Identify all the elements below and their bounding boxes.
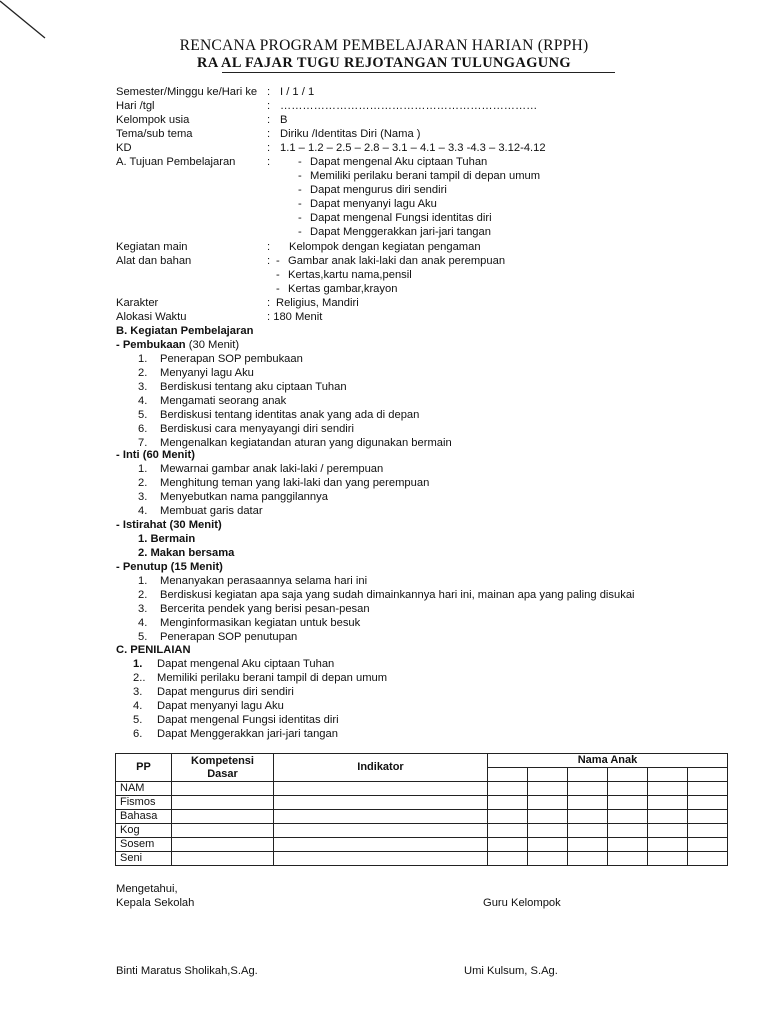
field-sep: : — [267, 255, 271, 267]
table-cell — [528, 824, 568, 838]
table-cell — [488, 796, 528, 810]
table-cell — [172, 824, 274, 838]
list-number: 4. — [138, 617, 148, 629]
table-cell — [528, 810, 568, 824]
list-number: 5. — [133, 714, 143, 726]
table-cell — [648, 838, 688, 852]
list-number: 2.. — [133, 672, 146, 684]
list-number: 7. — [138, 437, 148, 449]
table-cell — [172, 796, 274, 810]
list-number: 5. — [138, 409, 148, 421]
row-label: Seni — [116, 852, 172, 866]
section-heading: B. Kegiatan Pembelajaran — [116, 325, 254, 337]
field-label-semester: Semester/Minggu ke/Hari ke — [116, 86, 258, 98]
karakter-label: Karakter — [116, 297, 159, 309]
field-sep: : — [267, 100, 271, 112]
field-value-kelompok: B — [280, 114, 288, 126]
list-item: - Dapat mengenal Aku ciptaan Tuhan — [298, 156, 488, 168]
list-number: 1. — [138, 575, 148, 587]
table-row — [116, 852, 728, 866]
list-text: Dapat mengurus diri sendiri — [157, 686, 294, 698]
kegiatan-main-value: Kelompok dengan kegiatan pengaman — [289, 241, 481, 253]
table-cell — [568, 824, 608, 838]
list-number: 3. — [138, 603, 148, 615]
field-label-hari: Hari /tgl — [116, 100, 155, 112]
list-text: Dapat mengenal Aku ciptaan Tuhan — [157, 658, 335, 670]
list-number: 6. — [138, 423, 148, 435]
table-cell — [688, 768, 728, 782]
row-label: Fismos — [116, 796, 172, 810]
field-value-hari: …………………………………………………………… — [280, 100, 538, 112]
list-text: Mengenalkan kegiatandan aturan yang digunakan bermain — [160, 437, 452, 449]
table-cell — [648, 796, 688, 810]
table-cell — [528, 852, 568, 866]
list-text: Dapat mengenal Fungsi identitas diri — [157, 714, 339, 726]
table-cell — [688, 838, 728, 852]
list-number: 2. — [138, 367, 148, 379]
istirahat-heading: - Istirahat (30 Menit) — [116, 519, 222, 531]
list-text: Memiliki perilaku berani tampil di depan umum — [157, 672, 388, 684]
list-text: Menyebutkan nama panggilannya — [160, 491, 328, 503]
table-cell — [688, 796, 728, 810]
table-cell — [608, 824, 648, 838]
list-number: 1. — [133, 658, 143, 670]
list-text: Berdiskusi tentang aku ciptaan Tuhan — [160, 381, 347, 393]
table-cell — [608, 768, 648, 782]
list-number: 1. — [138, 463, 148, 475]
table-row — [116, 824, 728, 838]
table-row — [116, 796, 728, 810]
table-cell — [568, 810, 608, 824]
field-sep: : — [267, 86, 271, 98]
list-text: Menyanyi lagu Aku — [160, 367, 254, 379]
table-row — [116, 838, 728, 852]
table-cell — [488, 838, 528, 852]
table-cell — [648, 768, 688, 782]
field-sep: : — [267, 128, 271, 140]
pembukaan-heading: - Pembukaan (30 Menit) — [116, 339, 240, 351]
table-cell — [608, 810, 648, 824]
list-item: - Dapat Menggerakkan jari-jari tangan — [298, 226, 491, 238]
list-text: Dapat Menggerakkan jari-jari tangan — [157, 728, 338, 740]
header-nama-anak: Nama Anak — [488, 754, 728, 768]
list-text: Membuat garis datar — [160, 505, 263, 517]
mengetahui-label: Mengetahui, — [116, 883, 178, 895]
table-cell — [274, 782, 488, 796]
field-sep: : — [267, 297, 271, 309]
table-cell — [648, 810, 688, 824]
table-cell — [528, 768, 568, 782]
table-cell — [688, 852, 728, 866]
title-underline — [222, 72, 615, 73]
table-cell — [688, 810, 728, 824]
list-number: 3. — [133, 686, 143, 698]
kepala-sekolah-title: Kepala Sekolah — [116, 897, 195, 909]
field-value-semester: I / 1 / 1 — [280, 86, 315, 98]
inti-heading: - Inti (60 Menit) — [116, 449, 195, 461]
list-text: Penerapan SOP pembukaan — [160, 353, 303, 365]
list-item: - Dapat mengurus diri sendiri — [298, 184, 447, 196]
list-text: Mewarnai gambar anak laki-laki / perempuan — [160, 463, 384, 475]
list-number: 4. — [138, 395, 148, 407]
row-label: Sosem — [116, 838, 172, 852]
table-cell — [528, 796, 568, 810]
assessment-table — [115, 753, 728, 866]
table-cell — [274, 810, 488, 824]
field-sep: : — [267, 114, 271, 126]
alokasi-label: Alokasi Waktu — [116, 311, 187, 323]
list-number: 4. — [133, 700, 143, 712]
table-cell — [568, 796, 608, 810]
list-text: Berdiskusi tentang identitas anak yang ada di depan — [160, 409, 420, 421]
table-cell — [528, 782, 568, 796]
list-item: 1. Bermain — [138, 533, 196, 545]
row-label: NAM — [116, 782, 172, 796]
table-cell — [648, 824, 688, 838]
table-cell — [568, 838, 608, 852]
field-sep: : — [267, 142, 271, 154]
list-item: - Kertas,kartu nama,pensil — [276, 269, 412, 281]
list-item: 2. Makan bersama — [138, 547, 235, 559]
list-number: 3. — [138, 491, 148, 503]
kegiatan-main-label: Kegiatan main — [116, 241, 188, 253]
penutup-heading: - Penutup (15 Menit) — [116, 561, 223, 573]
field-value-tema: Diriku /Identitas Diri (Nama ) — [280, 128, 421, 140]
list-text: Bercerita pendek yang berisi pesan-pesan — [160, 603, 370, 615]
table-row — [116, 782, 728, 796]
field-label-tema: Tema/sub tema — [116, 128, 193, 140]
document-title: RENCANA PROGRAM PEMBELAJARAN HARIAN (RPPH) — [179, 37, 589, 54]
list-number: 3. — [138, 381, 148, 393]
table-cell — [488, 824, 528, 838]
list-number: 2. — [138, 477, 148, 489]
list-text: Penerapan SOP penutupan — [160, 631, 298, 643]
list-number: 4. — [138, 505, 148, 517]
list-item: - Gambar anak laki-laki dan anak perempuan — [276, 255, 506, 267]
list-item: - Memiliki perilaku berani tampil di depan umum — [298, 170, 541, 182]
guru-kelompok-title: Guru Kelompok — [483, 897, 561, 909]
table-cell — [568, 782, 608, 796]
list-text: Menanyakan perasaannya selama hari ini — [160, 575, 368, 587]
list-number: 1. — [138, 353, 148, 365]
list-text: Menginformasikan kegiatan untuk besuk — [160, 617, 361, 629]
table-cell — [488, 768, 528, 782]
table-cell — [274, 852, 488, 866]
table-cell — [688, 824, 728, 838]
list-text: Berdiskusi cara menyayangi diri sendiri — [160, 423, 355, 435]
field-sep: : — [267, 156, 271, 168]
table-cell — [608, 838, 648, 852]
tujuan-label: A. Tujuan Pembelajaran — [116, 156, 236, 168]
table-row — [116, 810, 728, 824]
table-cell — [528, 838, 568, 852]
table-cell — [274, 838, 488, 852]
list-item: - Dapat menyanyi lagu Aku — [298, 198, 437, 210]
table-cell — [608, 852, 648, 866]
row-label: Bahasa — [116, 810, 172, 824]
table-cell — [648, 852, 688, 866]
kepala-sekolah-name: Binti Maratus Sholikah,S.Ag. — [116, 965, 258, 977]
list-text: Menghitung teman yang laki-laki dan yang perempuan — [160, 477, 430, 489]
list-number: 5. — [138, 631, 148, 643]
table-cell — [172, 782, 274, 796]
table-cell — [274, 796, 488, 810]
header-indikator: Indikator — [274, 754, 488, 782]
table-cell — [172, 838, 274, 852]
table-cell — [688, 782, 728, 796]
section-heading: C. PENILAIAN — [116, 644, 191, 656]
header-kompetensi: Kompetensi Dasar — [172, 754, 274, 782]
list-number: 6. — [133, 728, 143, 740]
table-cell — [488, 810, 528, 824]
table-cell — [488, 852, 528, 866]
list-text: Berdiskusi kegiatan apa saja yang sudah dimainkannya hari ini, mainan apa yang paling disukai — [160, 589, 635, 601]
field-sep: : — [267, 241, 271, 253]
alokasi-value: : 180 Menit — [267, 311, 323, 323]
table-cell — [648, 782, 688, 796]
karakter-value: Religius, Mandiri — [276, 297, 359, 309]
table-cell — [172, 852, 274, 866]
corner-fold-line — [0, 0, 50, 40]
header-pp: PP — [116, 754, 172, 782]
table-cell — [608, 796, 648, 810]
list-text: Mengamati seorang anak — [160, 395, 287, 407]
list-item: - Kertas gambar,krayon — [276, 283, 398, 295]
table-cell — [568, 768, 608, 782]
table-cell — [274, 824, 488, 838]
row-label: Kog — [116, 824, 172, 838]
field-label-kd: KD — [116, 142, 132, 154]
table-cell — [608, 782, 648, 796]
guru-kelompok-name: Umi Kulsum, S.Ag. — [464, 965, 558, 977]
alat-label: Alat dan bahan — [116, 255, 192, 267]
table-cell — [172, 810, 274, 824]
table-cell — [488, 782, 528, 796]
field-value-kd: 1.1 – 1.2 – 2.5 – 2.8 – 3.1 – 4.1 – 3.3 -4.3 – 3.12-4.12 — [280, 142, 546, 154]
table-cell — [568, 852, 608, 866]
list-number: 2. — [138, 589, 148, 601]
field-label-kelompok: Kelompok usia — [116, 114, 190, 126]
list-item: - Dapat mengenal Fungsi identitas diri — [298, 212, 492, 224]
school-name: RA AL FAJAR TUGU REJOTANGAN TULUNGAGUNG — [197, 55, 571, 71]
list-text: Dapat menyanyi lagu Aku — [157, 700, 284, 712]
